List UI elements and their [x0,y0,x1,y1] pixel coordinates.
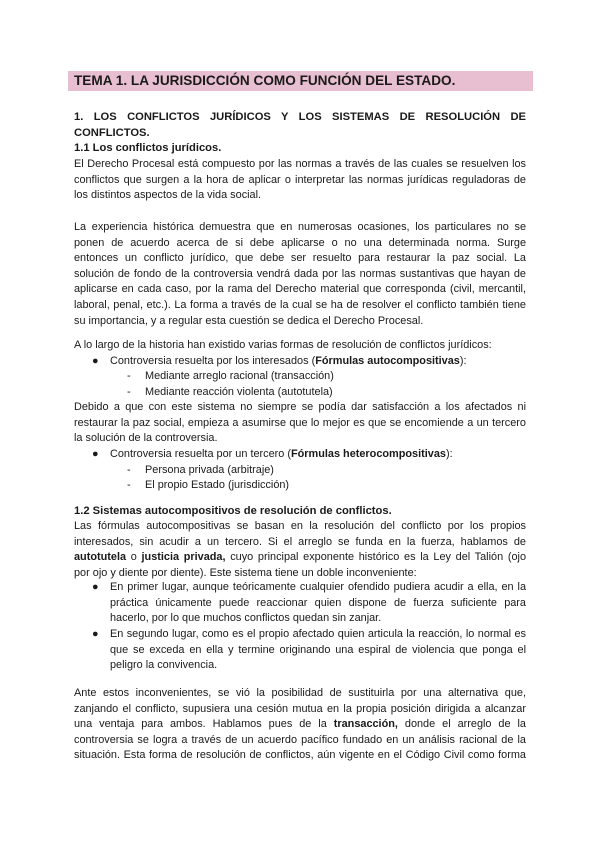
bullet-bold: Fórmulas autocompositivas [315,355,460,367]
text-line [74,717,526,733]
section-heading [74,110,526,141]
dash-item: El propio Estado (jurisdicción) [145,479,290,491]
text-line [74,550,526,566]
paragraph-6 [74,686,526,764]
bullet-icon: ● [92,628,99,640]
text-run: donde el arreglo de la [397,718,526,731]
text-line: laboral, penal, etc.). La forma a través de la cual se ha de resolver el conflicto también tiene [74,298,526,311]
text-line: Ante estos inconvenientes, se vió la posibilidad de sustituirla por una alternativa que, [74,687,526,699]
bullet-inconveniente-1 [110,580,526,627]
dash-icon: - [127,370,131,382]
text-line: hacerlo, por lo que muchos conflictos quedan sin zanjar. [110,612,382,625]
dash-item: Persona privada (arbitraje) [145,464,274,476]
dash-icon: - [127,464,131,476]
paragraph-2 [74,220,526,329]
text-line: que se exceda en ella y termine originando una espiral de violencia que ponga el [110,643,526,656]
text-line: conflictos que surgen a la hora de aplicar o interpretar las normas jurídicas reguladoras de [74,173,526,186]
text-line: peligro la convivencia. [110,659,218,672]
subheading-1-2: 1.2 Sistemas autocompositivos de resolución de conflictos. [74,505,392,517]
text-line: El Derecho Procesal está compuesto por las normas a través de las cuales se resuelven los [74,158,526,170]
dash-icon: - [127,386,131,398]
text-line: entonces un conflicto jurídico, que debe ser resuelto para restaurar la paz social. La [74,252,526,265]
text-line: práctica únicamente puede reaccionar quien dispone de fuerza suficiente para [110,596,526,609]
text-line: situación. Esta forma de resolución de conflictos, aún vigente en el Código Civil como forma [74,749,526,762]
bullet-bold: Fórmulas heterocompositivas [291,448,446,460]
bold-term: transacción, [333,718,398,731]
bullet-autocompositivas [110,354,467,370]
paragraph-1 [74,157,526,204]
text-line: la solución de la controversia. [74,432,218,445]
paragraph-3: A lo largo de la historia han existido varias formas de resolución de conflictos jurídicos: [74,339,492,351]
bullet-icon: ● [92,355,99,367]
paragraph-5 [74,519,526,581]
text-line: controversia se logra a través de un acuerdo pacífico fundado en un análisis racional de la [74,733,526,746]
text-line: su importancia, y a regular esta cuestión se dedica el Derecho Procesal. [74,314,424,327]
bold-term: autotutela [74,551,127,564]
text-line: solución de fondo de la controversia vendrá dada por las normas sustantivas que hayan de [74,267,526,280]
bullet-inconveniente-2 [110,627,526,674]
bullet-icon: ● [92,581,99,593]
text-run: cuyo principal exponente histórico es la Ley del Talión (ojo [225,551,527,564]
bullet-icon: ● [92,448,99,460]
bullet-heterocompositivas [110,447,453,463]
text-line: los distintos aspectos de la vida social. [74,189,262,202]
text-run: una ventaja para ambos. Hablamos pues de la [74,718,334,731]
bullet-text: Controversia resuelta por los interesados ( [110,355,316,367]
text-run: o [126,551,142,564]
text-line: Las fórmulas autocompositivas se basan en la resolución del conflicto por los propios [74,520,526,532]
bullet-text: ): [459,355,467,367]
text-line: restaurar la paz social, empieza a asumirse que lo mejor es que se encomiende a un tercero [74,416,526,429]
bullet-text: ): [445,448,453,460]
dash-item: Mediante reacción violenta (autotutela) [145,386,333,398]
dash-item: Mediante arreglo racional (transacción) [145,370,334,382]
text-line: interesados, sin acudir a un tercero. Si el arreglo se funda en la fuerza, hablamos de [74,535,526,548]
page-title: TEMA 1. LA JURISDICCIÓN COMO FUNCIÓN DEL ESTADO. [74,73,456,88]
text-line: La experiencia histórica demuestra que en numerosas ocasiones, los particulares no se [74,221,526,233]
text-line: ponen de acuerdo acerca de si debe aplicarse o no una determinada norma. Surge [74,236,526,249]
subheading-1-1: 1.1 Los conflictos jurídicos. [74,142,222,154]
section-heading-line-1: 1. LOS CONFLICTOS JURÍDICOS Y LOS SISTEMAS DE RESOLUCIÓN DE [74,111,526,123]
text-line: En primer lugar, aunque teóricamente cualquier ofendido pudiera acudir a ella, en la [110,581,526,593]
text-line: En segundo lugar, como es el propio afectado quien articula la reacción, lo normal es [110,628,526,640]
bullet-text: Controversia resuelta por un tercero ( [110,448,291,460]
section-heading-line-2: CONFLICTOS. [74,126,150,139]
text-line: por ojo y diente por diente). Este sistema tiene un doble inconveniente: [74,566,417,579]
dash-icon: - [127,479,131,491]
paragraph-4 [74,400,526,447]
text-line: zanjando el conflicto, supusiera una cesión mutua en la propia posición dirigida a alcanzar [74,702,526,715]
text-line: aplicarse en cada caso, por la rama del Derecho material que corresponda (civil, mercantil, [74,283,526,296]
text-line: Debido a que con este sistema no siempre se podía dar satisfacción a los afectados ni [74,401,526,413]
bold-term: justicia privada, [141,551,226,564]
